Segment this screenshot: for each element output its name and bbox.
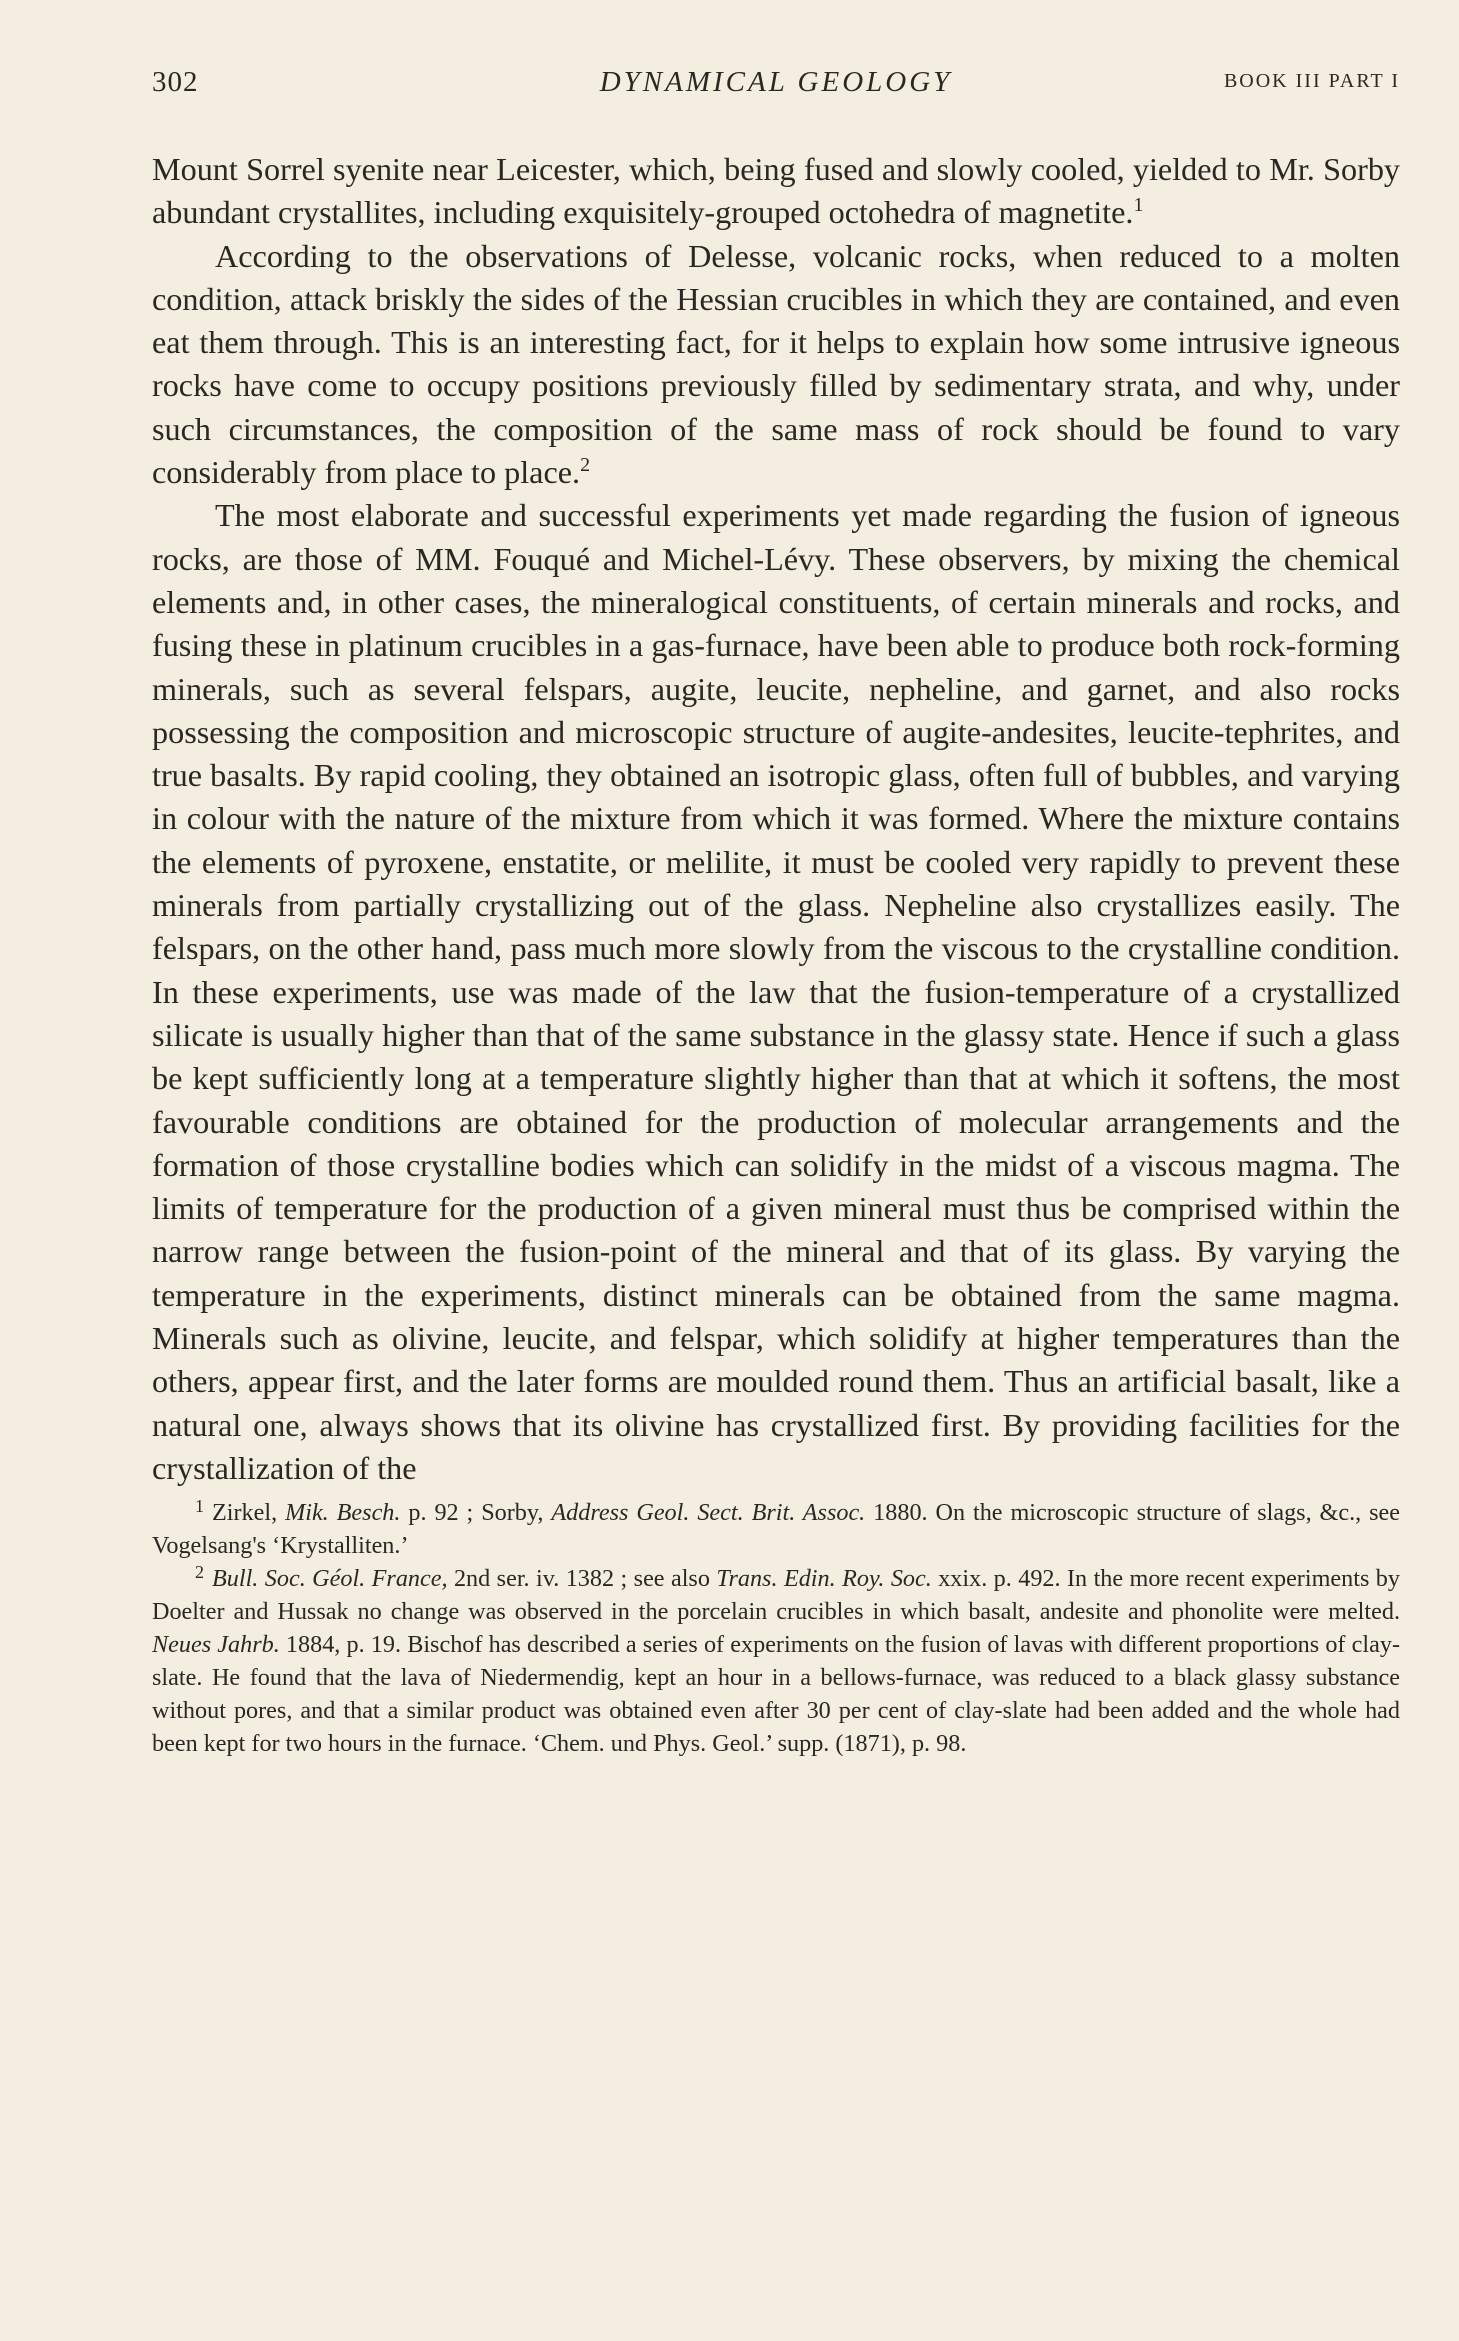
footnotes <box>152 1496 1400 1760</box>
paragraph-continued <box>152 148 1400 235</box>
running-title: DYNAMICAL GEOLOGY <box>599 66 953 98</box>
footnote-2-mark: 2 <box>195 1562 204 1583</box>
paragraph-fouque: The most elaborate and successful experiments yet made regarding the fusion of igneous rocks, are those of MM. Fouqué and Michel-Lévy. These observers, by mixing the chemical elements and, in other cases, the mineralogical constituents, of certain minerals and rocks, and fusing these in platinum crucibles in a gas-furnace, have been able to produce both rock-forming minerals, such as several felspars, augite, leucite, nepheline, and garnet, and also rocks possessing the composition and microscopic structure of augite-andesites, leucite-tephrites, and true basalts. By rapid cooling, they obtained an isotropic glass, often full of bubbles, and varying in colour with the nature of the mixture from which it was formed. Where the mixture contains the elements of pyroxene, enstatite, or melilite, it must be cooled very rapidly to prevent these minerals from partially crystallizing out of the glass. Nepheline also crystallizes easily. The felspars, on the other hand, pass much more slowly from the viscous to the crystalline condition. In these experiments, use was made of the law that the fusion-temperature of a crystallized silicate is usually higher than that of the same substance in the glassy state. Hence if such a glass be kept sufficiently long at a temperature slightly higher than that at which it softens, the most favourable conditions are obtained for the production of molecular arrangements and the formation of those crystalline bodies which can solidify in the midst of a viscous magma. The limits of temperature for the production of a given mineral must thus be comprised within the narrow range between the fusion-point of the mineral and that of its glass. By varying the temperature in the experiments, distinct minerals can be obtained from the same magma. Minerals such as olivine, leucite, and felspar, which solidify at higher temperatures than the others, appear first, and the later forms are moulded round them. Thus an artificial basalt, like a natural one, always shows that its olivine has crystallized first. By providing facilities for the crystallization of the <box>152 497 1400 1486</box>
book-part-label: BOOK III PART I <box>1223 70 1400 92</box>
paragraph-delesse <box>152 235 1400 495</box>
footnote-ref-2: 2 <box>580 454 591 477</box>
paragraph-2-text: According to the observations of Delesse, volcanic rocks, when reduced to a molten condition, attack briskly the sides of the Hessian crucibles in which they are contained, and even eat them through. This is an interesting fact, for it helps to explain how some intrusive igneous rocks have come to occupy positions previously filled by sedimentary strata, and why, under such circumstances, the composition of the same mass of rock should be found to vary considerably from place to place. <box>152 237 1400 491</box>
body-text <box>152 148 1400 1490</box>
footnote-1-mark: 1 <box>195 1496 204 1517</box>
page-number: 302 <box>152 66 199 98</box>
running-header <box>152 58 1400 112</box>
book-page <box>152 58 1400 1760</box>
footnote-ref-1: 1 <box>1133 194 1144 217</box>
footnote-2: $^2$ Bull. Soc. Géol. France, 2nd ser. iv. 1382 ; see also Trans. Edin. Roy. Soc. xxix. p. 492. In the more recent experiments by Doelter and Hussak no change was observed in the porcelain crucibles in which basalt, andesite and phonolite were melted. Neues Jahrb. 1884, p. 19. Bischof has described a series of experiments on the fusion of lavas with different proportions of clay-slate. He found that the lava of Niedermendig, kept an hour in a bellows-furnace, was reduced to a black glassy substance without pores, and that a similar product was obtained even after 30 per cent of clay-slate had been added and the whole had been kept for two hours in the furnace. ‘Chem. und Phys. Geol.’ supp. (1871), p. 98. <box>152 1562 1400 1758</box>
paragraph-1-text: Mount Sorrel syenite near Leicester, which, being fused and slowly cooled, yielded to Mr. Sorby abundant crystallites, including exquisitely-grouped octohedra of magnetite. <box>152 151 1400 231</box>
footnote-1: $^1$ Zirkel, Mik. Besch. p. 92 ; Sorby, Address Geol. Sect. Brit. Assoc. 1880. On the microscopic structure of slags, &c., see Vogelsang's ‘Krystalliten.’ <box>152 1496 1400 1560</box>
